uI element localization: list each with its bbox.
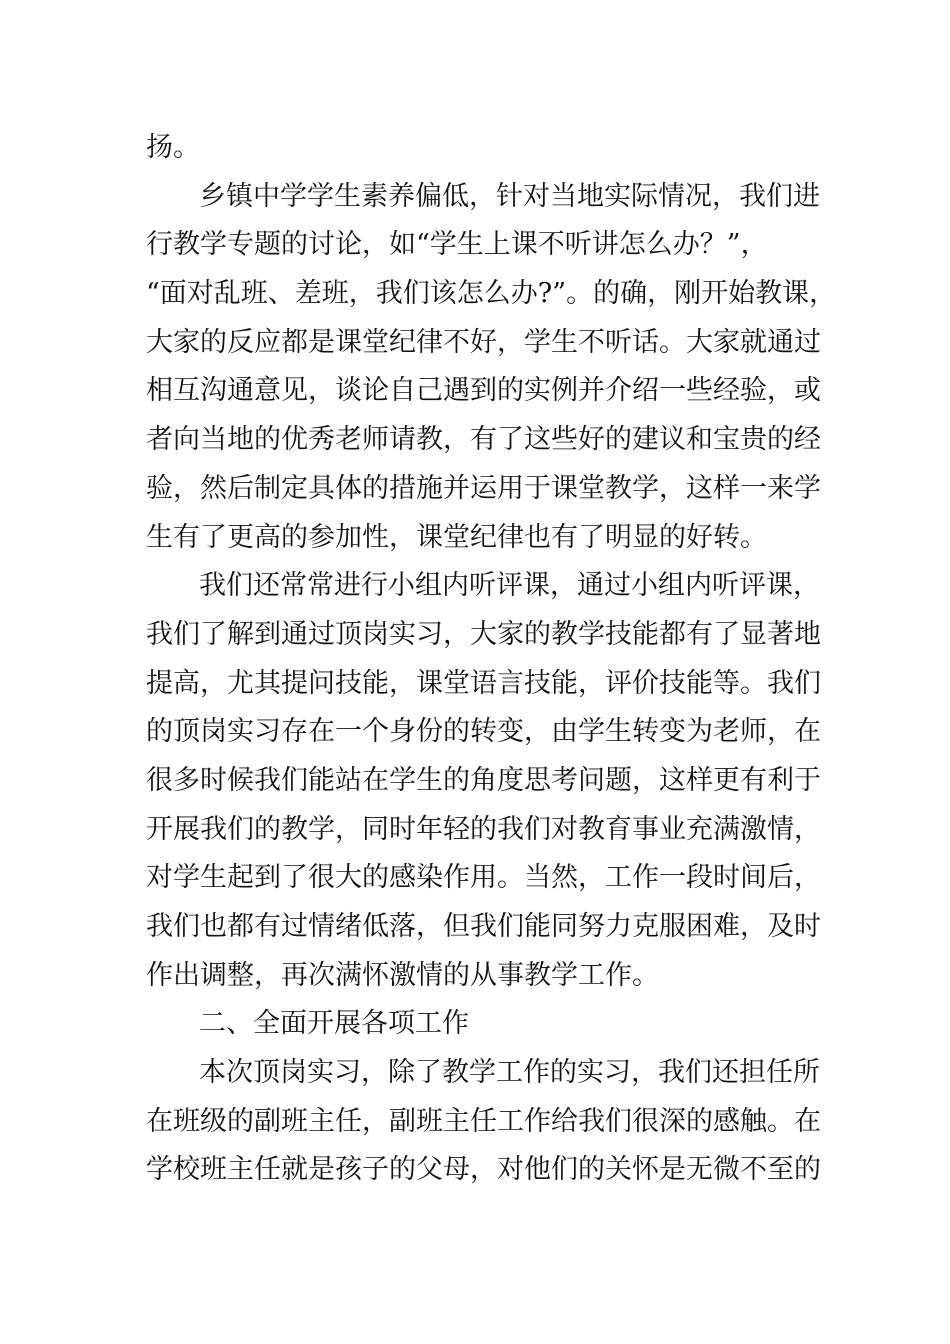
text-line: 生有了更高的参加性，课堂纪律也有了明显的好转。 xyxy=(146,521,767,553)
text-line: 扬。 xyxy=(146,132,200,163)
text-line: 很多时候我们能站在学生的角度思考问题，这样更有利于 xyxy=(146,764,821,796)
text-line: 二、全面开展各项工作 xyxy=(199,1008,469,1040)
text-line: 者向当地的优秀老师请教，有了这些好的建议和宝贵的经 xyxy=(146,424,821,456)
text-line: 学校班主任就是孩子的父母，对他们的关怀是无微不至的 xyxy=(146,1154,821,1186)
text-line: 验，然后制定具体的措施并运用于课堂教学，这样一来学 xyxy=(146,472,821,504)
document-body xyxy=(146,124,846,1195)
text-line: 在班级的副班主任，副班主任工作给我们很深的感触。在 xyxy=(146,1105,821,1137)
text-line: 我们了解到通过顶岗实习，大家的教学技能都有了显著地 xyxy=(146,618,821,650)
text-line: 我们也都有过情绪低落，但我们能同努力克服困难，及时 xyxy=(146,911,821,942)
text-line: 本次顶岗实习，除了教学工作的实习，我们还担任所 xyxy=(199,1057,820,1089)
text-line: 的顶岗实习存在一个身份的转变，由学生转变为老师，在 xyxy=(146,716,821,748)
text-line: 提高，尤其提问技能，课堂语言技能，评价技能等。我们 xyxy=(146,667,821,699)
text-line: 相互沟通意见，谈论自己遇到的实例并介绍一些经验，或 xyxy=(146,375,821,407)
text-line: “面对乱班、差班，我们该怎么办?”。的确，刚开始教课， xyxy=(146,278,837,310)
text-line: 乡镇中学学生素养偏低，针对当地实际情况，我们进 xyxy=(199,180,820,212)
text-line: 对学生起到了很大的感染作用。当然，工作一段时间后， xyxy=(146,862,821,894)
text-line: 大家的反应都是课堂纪律不好，学生不听话。大家就通过 xyxy=(146,326,821,358)
text-line: 我们还常常进行小组内听评课，通过小组内听评课， xyxy=(199,570,820,602)
text-line: 行教学专题的讨论，如“学生上课不听讲怎么办？”， xyxy=(146,229,768,261)
text-line: 开展我们的教学，同时年轻的我们对教育事业充满激情， xyxy=(146,813,821,845)
text-line: 作出调整，再次满怀激情的从事教学工作。 xyxy=(146,959,659,991)
